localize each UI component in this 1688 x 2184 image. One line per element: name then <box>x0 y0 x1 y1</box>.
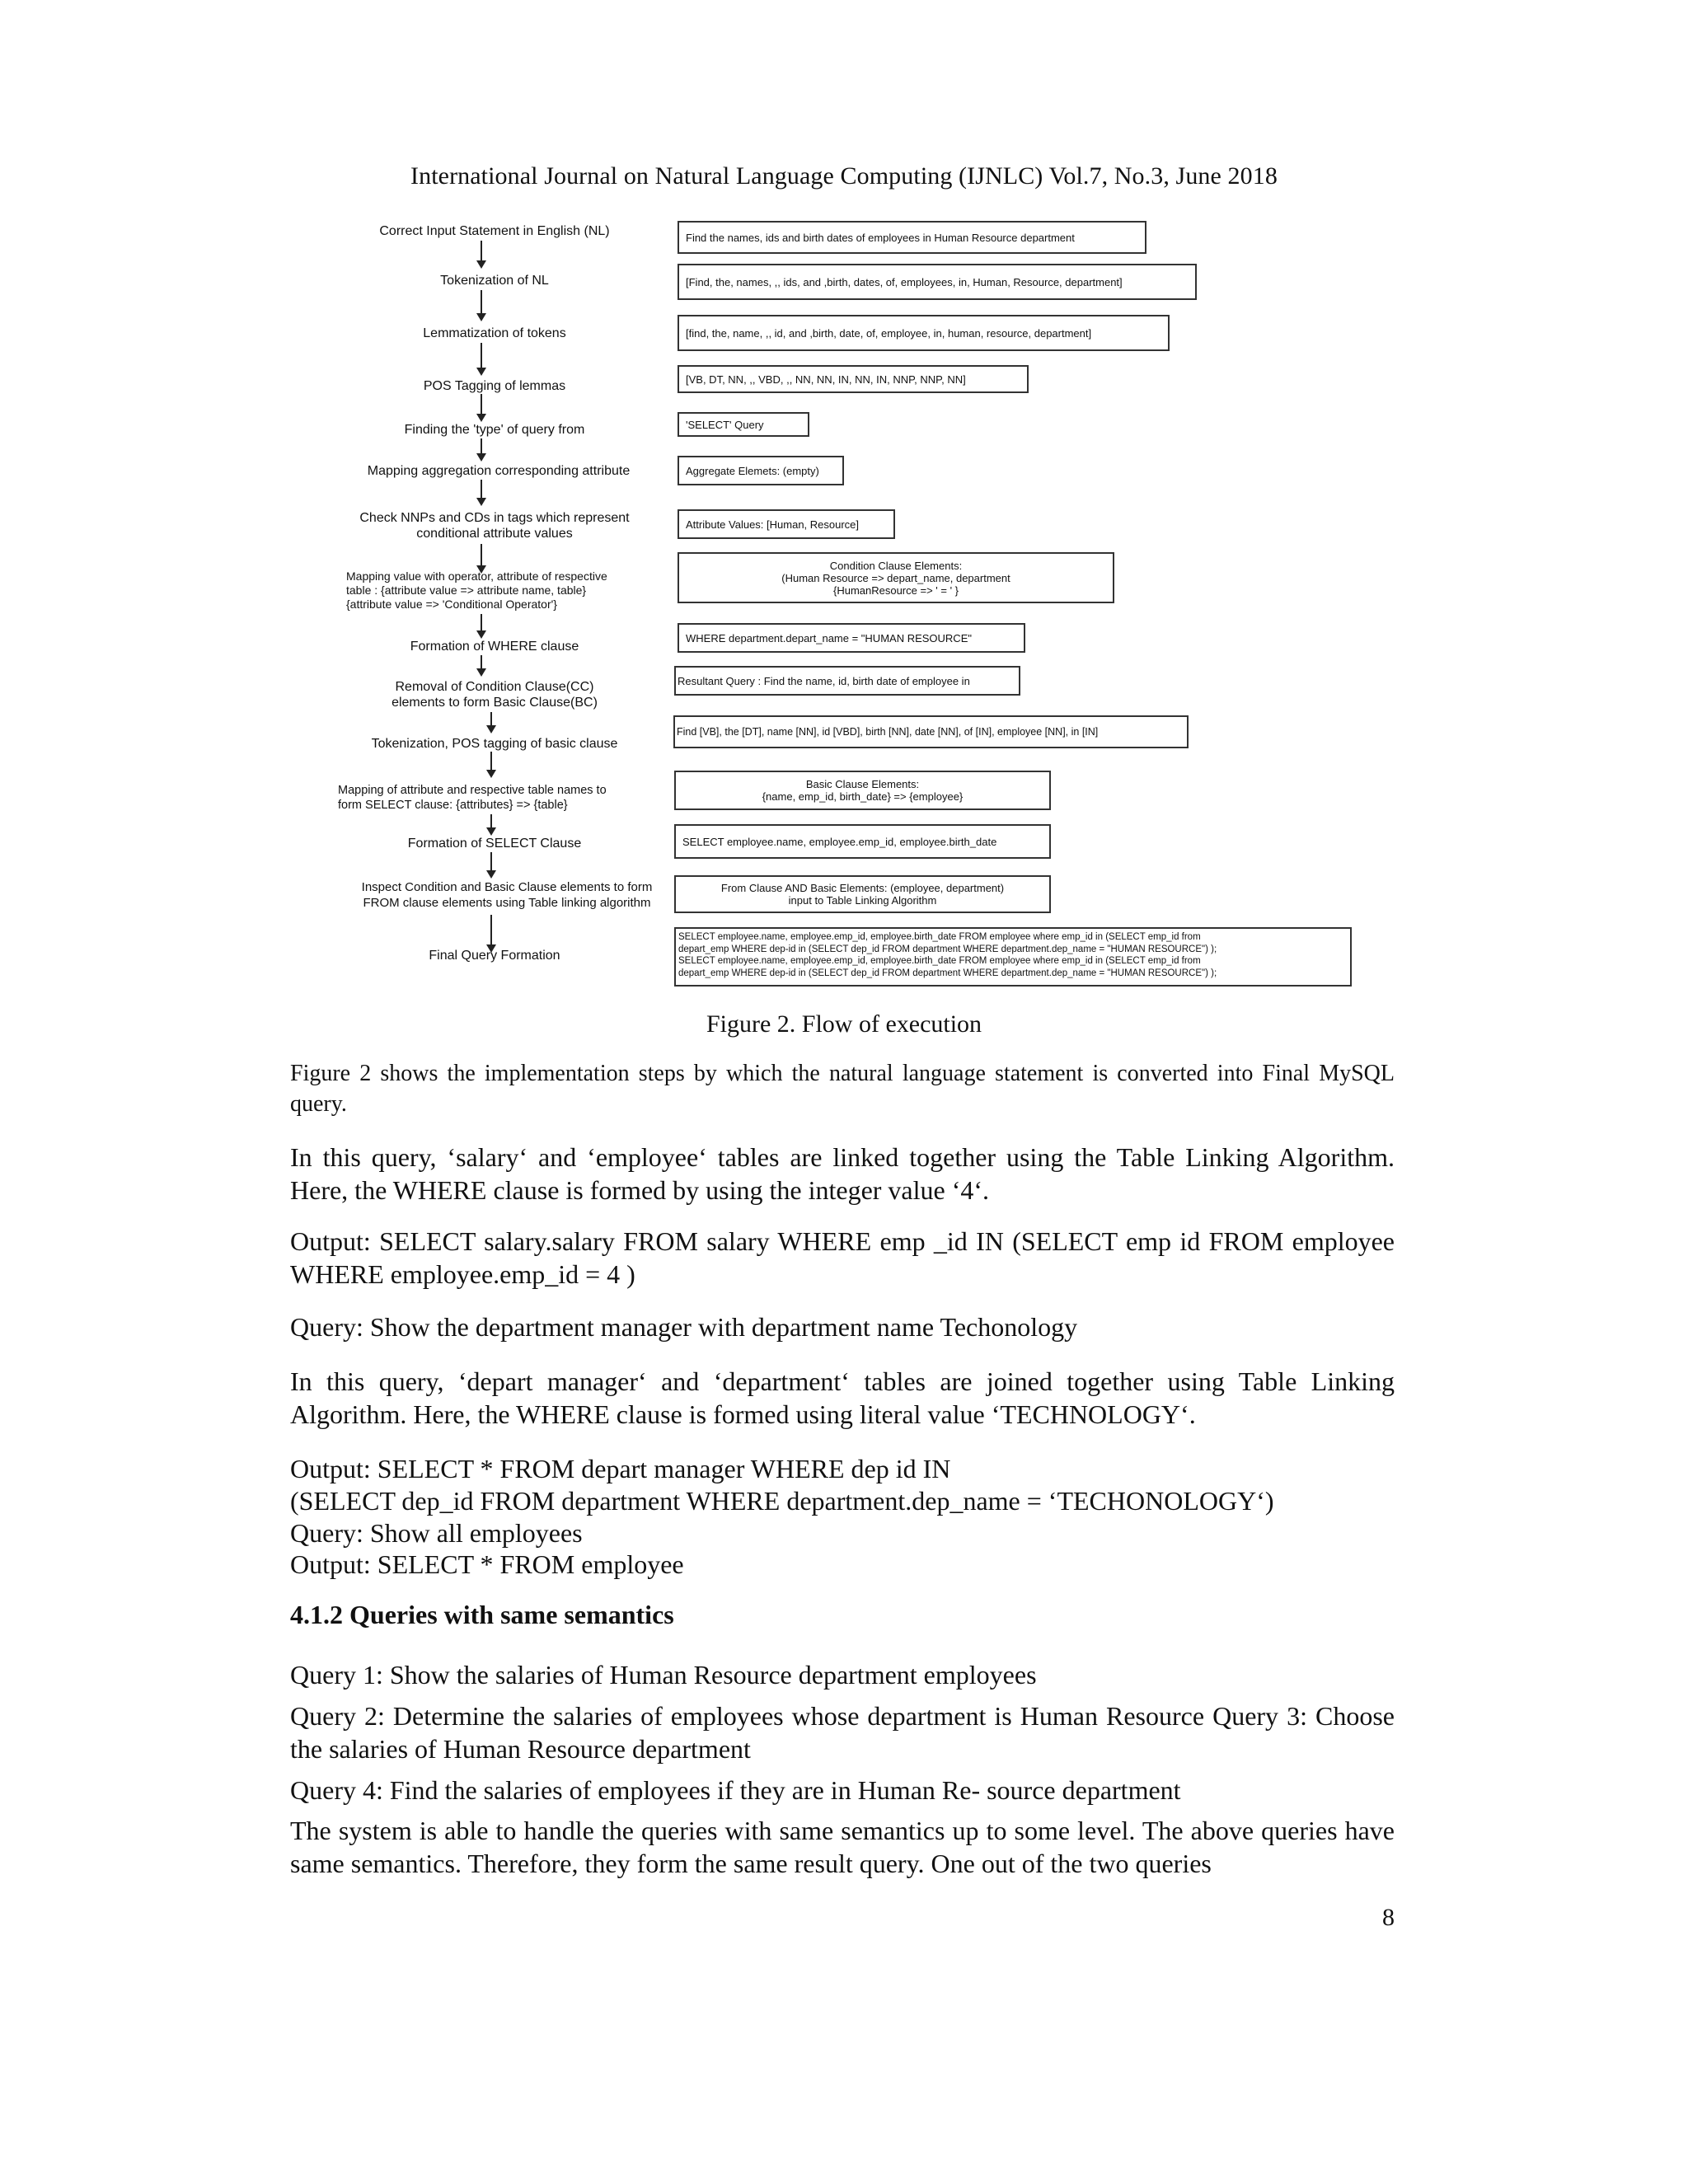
flow-output-box: Resultant Query : Find the name, id, birth date of employee in <box>674 666 1020 696</box>
flow-output-box: [VB, DT, NN, ,, VBD, ,, NN, NN, IN, NN, IN, NNP, NNP, NN] <box>678 365 1029 393</box>
flow-arrow <box>481 438 482 460</box>
body-paragraph: Query: Show the department manager with department name Techonology <box>290 1312 1078 1342</box>
flow-step: Mapping value with operator, attribute of respective table : {attribute value => attribute name, table} {attribute value => 'Conditional Operator'} <box>346 569 607 611</box>
flow-step: POS Tagging of lemmas <box>423 379 566 393</box>
body-paragraph: Query: Show all employees <box>290 1518 583 1548</box>
body-paragraph: Query 2: Determine the salaries of employees whose department is Human Resource Query 3: Choose the salaries of Human Resource department <box>290 1701 1395 1764</box>
flow-arrow <box>481 544 482 572</box>
body-paragraph: Figure 2 shows the implementation steps by which the natural language statement is converted into Final MySQL query. <box>290 1061 1395 1117</box>
flow-step: Removal of Condition Clause(CC) elements to form Basic Clause(BC) <box>392 680 598 710</box>
flow-output-box: SELECT employee.name, employee.emp_id, employee.birth_date FROM employee where emp_id in (SELECT emp_id from depart_emp WHERE dep-id in (SELECT dep_id FROM department WHERE department.dep_name = "HUMAN RESOURCE") ); SELECT employee.name, employee.emp_id, employee.birth_date FROM employee where emp_id in (SELECT emp_id from depart_emp WHERE dep-id in (SELECT dep_id FROM department WHERE department.dep_name = "HUMAN RESOURCE") ); <box>674 927 1352 987</box>
flow-output-box: Attribute Values: [Human, Resource] <box>678 509 895 539</box>
flow-arrow <box>481 241 482 267</box>
flow-step: Mapping aggregation corresponding attribute <box>367 464 631 478</box>
flow-output-box: Find the names, ids and birth dates of employees in Human Resource department <box>678 221 1146 254</box>
figure-caption: Figure 2. Flow of execution <box>706 1010 982 1038</box>
flow-arrow <box>490 712 492 732</box>
flow-output-box: [find, the, name, ,, id, and ,birth, date, of, employee, in, human, resource, department] <box>678 315 1170 351</box>
flow-output-box: [Find, the, names, ,, ids, and ,birth, dates, of, employees, in, Human, Resource, department] <box>678 264 1197 300</box>
flow-arrow <box>490 814 492 834</box>
flow-arrow <box>481 614 482 637</box>
flow-output-box: WHERE department.depart_name = "HUMAN RESOURCE" <box>678 623 1025 653</box>
flow-arrow <box>481 343 482 374</box>
body-paragraph: Query 1: Show the salaries of Human Resource department employees <box>290 1660 1037 1690</box>
flow-output-box: Condition Clause Elements: (Human Resource => depart_name, department {HumanResource => ' = ' } <box>678 552 1114 603</box>
body-paragraph: Query 4: Find the salaries of employees if they are in Human Re- source department <box>290 1775 1181 1805</box>
flow-step: Check NNPs and CDs in tags which represent conditional attribute values <box>359 511 630 541</box>
flow-step: Inspect Condition and Basic Clause elements to form FROM clause elements using Table linking algorithm <box>361 880 653 910</box>
flow-step: Tokenization of NL <box>440 274 549 288</box>
flow-arrow <box>490 852 492 877</box>
body-paragraph: In this query, ‘depart manager‘ and ‘department‘ tables are joined together using Table Linking Algorithm. Here, the WHERE clause is formed using literal value ‘TECHNOLOGY‘. <box>290 1366 1395 1429</box>
running-header: International Journal on Natural Language Computing (IJNLC) Vol.7, No.3, June 2018 <box>410 162 1278 190</box>
body-paragraph: Output: SELECT * FROM depart manager WHERE dep id IN <box>290 1454 951 1483</box>
flow-step: Formation of SELECT Clause <box>407 837 582 851</box>
flow-arrow <box>481 480 482 504</box>
flow-arrow <box>481 655 482 675</box>
flow-output-box: 'SELECT' Query <box>678 412 809 437</box>
body-paragraph: (SELECT dep_id FROM department WHERE department.dep_name = ‘TECHONOLOGY‘) <box>290 1486 1274 1516</box>
section-heading: 4.1.2 Queries with same semantics <box>290 1600 674 1629</box>
body-paragraph: Output: SELECT * FROM employee <box>290 1549 684 1579</box>
flow-arrow <box>490 915 492 951</box>
flow-output-box: From Clause AND Basic Elements: (employee, department) input to Table Linking Algorithm <box>674 875 1051 913</box>
flow-step: Formation of WHERE clause <box>410 640 579 654</box>
flow-output-box: Find [VB], the [DT], name [NN], id [VBD], birth [NN], date [NN], of [IN], employee [NN], in [IN] <box>673 715 1189 748</box>
flow-step: Final Query Formation <box>429 949 560 963</box>
body-paragraph: The system is able to handle the queries with same semantics up to some level. The above queries have same semantics. Therefore, they form the same result query. One out of the two queries <box>290 1816 1395 1878</box>
flow-step: Lemmatization of tokens <box>423 326 566 340</box>
body-paragraph: In this query, ‘salary‘ and ‘employee‘ tables are linked together using the Table Linking Algorithm. Here, the WHERE clause is formed by using the integer value ‘4‘. <box>290 1142 1395 1205</box>
body-paragraph: Output: SELECT salary.salary FROM salary WHERE emp _id IN (SELECT emp id FROM employee WHERE employee.emp_id = 4 ) <box>290 1226 1395 1289</box>
flow-arrow <box>490 752 492 776</box>
flow-step: Finding the 'type' of query from <box>404 423 585 437</box>
flow-arrow <box>481 290 482 320</box>
flow-output-box: Aggregate Elemets: (empty) <box>678 456 844 485</box>
page-number: 8 <box>1382 1904 1395 1931</box>
flow-step: Tokenization, POS tagging of basic clause <box>371 737 618 751</box>
flow-output-box: SELECT employee.name, employee.emp_id, employee.birth_date <box>674 824 1051 859</box>
flow-output-box: Basic Clause Elements: {name, emp_id, birth_date} => {employee} <box>674 771 1051 810</box>
flow-step: Mapping of attribute and respective table names to form SELECT clause: {attributes} => {table} <box>338 784 607 812</box>
flow-arrow <box>481 394 482 420</box>
flow-step: Correct Input Statement in English (NL) <box>379 224 610 238</box>
flow-of-execution-figure <box>0 0 1688 1014</box>
